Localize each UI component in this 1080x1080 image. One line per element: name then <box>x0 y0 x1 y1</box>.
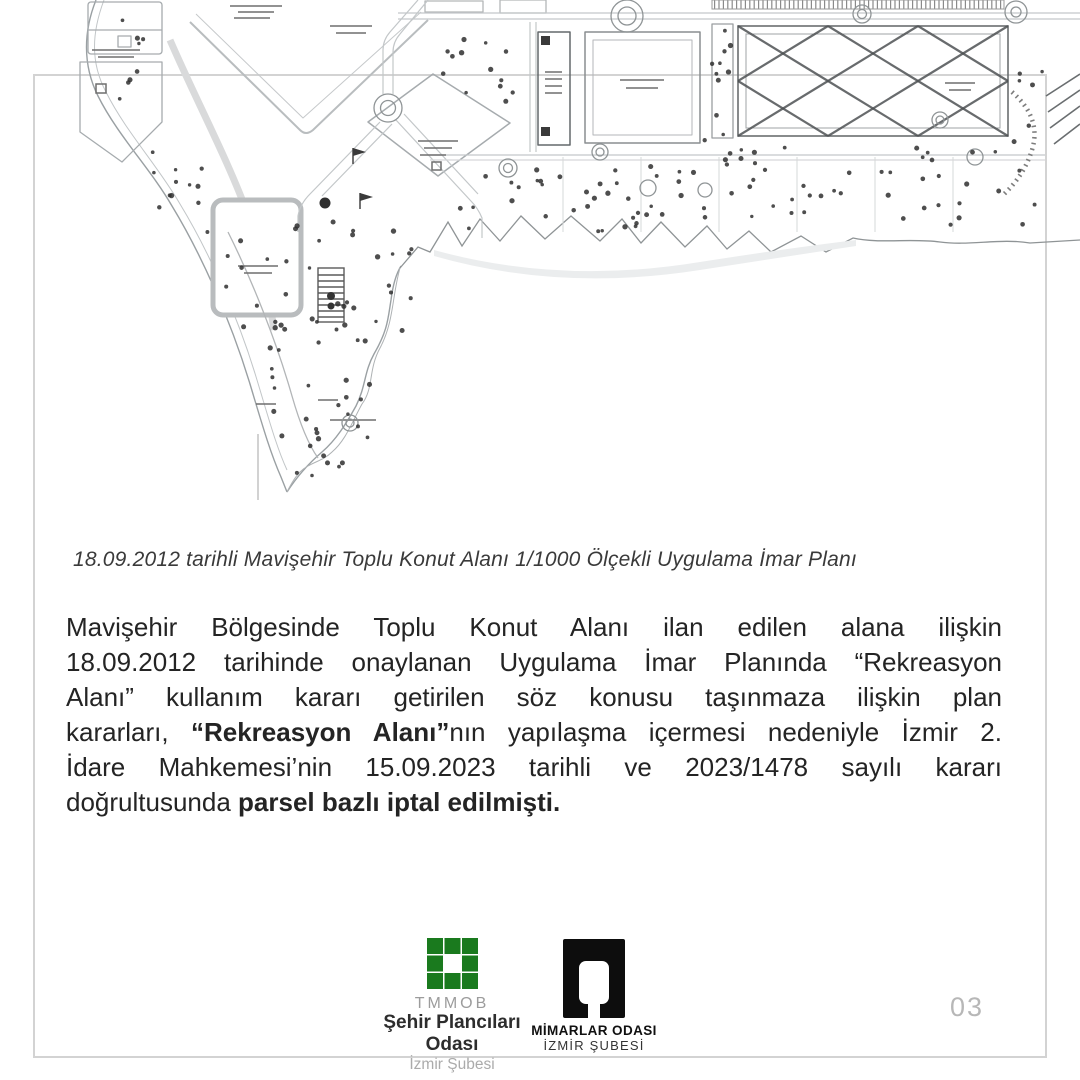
paragraph-line <box>66 645 1002 680</box>
roundabout-circles <box>342 0 1027 431</box>
paragraph-line <box>66 785 1002 820</box>
body-paragraph <box>66 610 1002 820</box>
paragraph-line <box>66 680 1002 715</box>
dimension-strip <box>712 0 1004 9</box>
text-run: nın yapılaşma içermesi nedeniyle İzmir 2. <box>449 717 1002 747</box>
tmmob-org: TMMOB <box>414 995 490 1012</box>
mimarlar-logo <box>514 939 674 1054</box>
tmmob-branch: İzmir Şubesi <box>409 1056 495 1073</box>
paragraph-line <box>66 610 1002 645</box>
tmmob-grid-icon <box>427 938 478 989</box>
tmmob-chamber: Şehir Plancıları Odası <box>383 1012 521 1055</box>
text-run: 18.09.2012 tarihinde onaylanan Uygulama İmar Planında “Rekreasyon <box>66 647 1002 677</box>
text-run: parsel bazlı iptal edilmişti. <box>238 787 561 817</box>
text-run: “Rekreasyon Alanı” <box>190 717 450 747</box>
shoreline <box>400 216 1080 278</box>
mimarlar-branch: İZMİR ŞUBESİ <box>543 1038 645 1053</box>
figure-caption: 18.09.2012 tarihli Mavişehir Toplu Konut Alanı 1/1000 Ölçekli Uygulama İmar Planı <box>73 548 857 571</box>
paragraph-line <box>66 750 1002 785</box>
paragraph-line <box>66 715 1002 750</box>
page-number: 03 <box>949 992 985 1022</box>
text-run: İdare Mahkemesi’nin 15.09.2023 tarihli ve 2023/1478 sayılı kararı <box>66 752 1002 782</box>
mimarlar-chamber: MİMARLAR ODASI <box>531 1023 657 1038</box>
parcels <box>80 0 733 458</box>
mimarlar-mark-icon <box>563 939 625 1018</box>
text-run: kararları, <box>66 717 191 747</box>
roads <box>298 0 1080 238</box>
imar-plan-map <box>0 0 1080 520</box>
text-run: Mavişehir Bölgesinde Toplu Konut Alanı ilan edilen alana ilişkin <box>66 612 1002 642</box>
text-run: doğrultusunda <box>66 787 239 817</box>
text-run: Alanı” kullanım kararı getirilen söz konusu taşınmaza ilişkin plan <box>66 682 1002 712</box>
ladder-structure <box>318 268 344 322</box>
